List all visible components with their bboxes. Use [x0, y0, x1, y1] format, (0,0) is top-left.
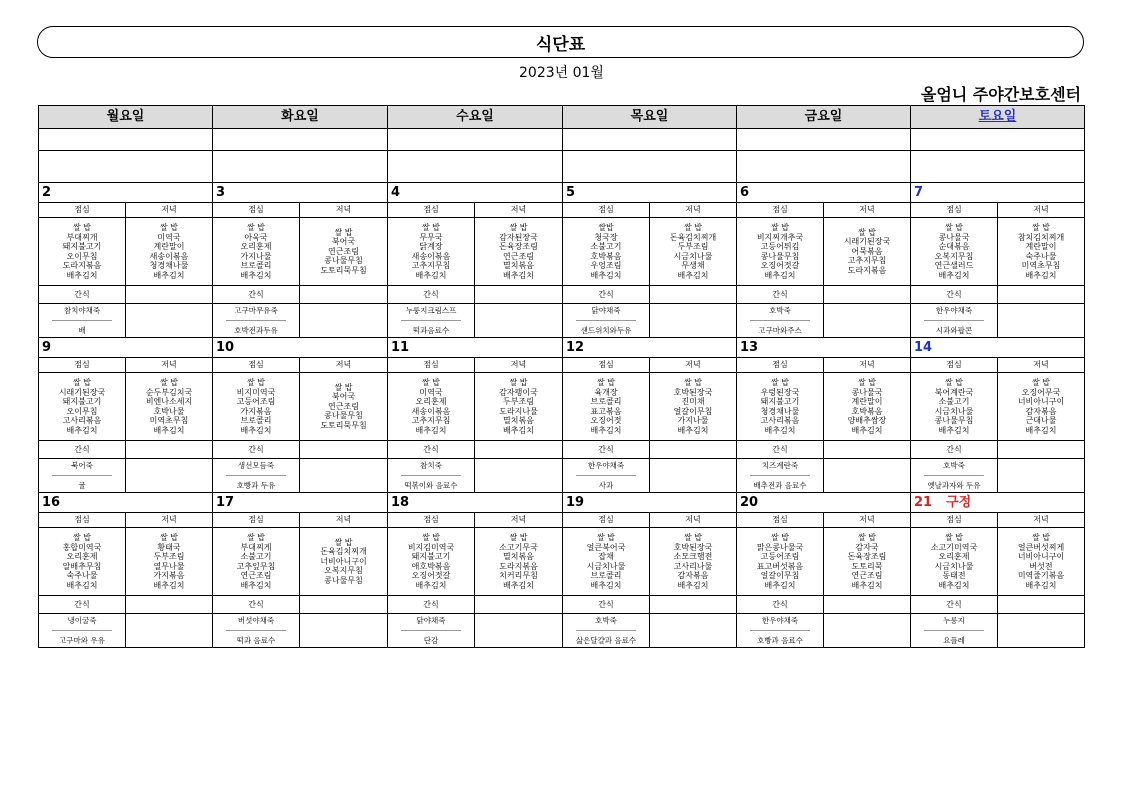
snack-menu: [213, 459, 300, 493]
snack-item: 한우야채죽: [750, 616, 810, 631]
snack-empty: [650, 459, 737, 493]
snack-menu: [213, 614, 300, 648]
snack-label: 간식: [39, 596, 126, 614]
dinner-label: 저녁: [126, 358, 213, 373]
lunch-menu: 쌀 밥 부대찌개 돼지불고기 오이무침 도라지볶음 배추김치: [39, 218, 126, 286]
date-cell: [388, 493, 563, 513]
snack-item: 귤: [78, 480, 86, 490]
date-cell: [737, 338, 911, 358]
snack-empty: [824, 441, 911, 459]
date-number: 10: [216, 339, 235, 355]
snack-menu: [563, 459, 650, 493]
lunch-menu: 쌀 밥 무무국 닭계장 새송이볶음 고추지무침 배추김치: [388, 218, 475, 286]
blank-cell: [737, 129, 911, 151]
snack-empty: [126, 459, 213, 493]
dinner-menu: 쌀 밥 순두부김치국 비엔나소세지 호박나물 미역초무침 배추김치: [126, 373, 213, 441]
snack-label: 간식: [911, 441, 998, 459]
dinner-label: 저녁: [998, 203, 1085, 218]
date-cell: [563, 493, 737, 513]
date-number: 6: [740, 184, 750, 200]
dinner-label: 저녁: [824, 358, 911, 373]
snack-header-row: [39, 441, 1085, 459]
snack-label: 간식: [563, 286, 650, 304]
lunch-menu: 쌀 밥 시래기된장국 돼지불고기 오이무침 고사리볶음 배추김치: [39, 373, 126, 441]
date-number: 17: [216, 494, 235, 510]
snack-item: 참치야채죽: [52, 306, 112, 321]
snack-empty: [126, 304, 213, 338]
date-cell: [213, 338, 388, 358]
snack-menu: [737, 614, 824, 648]
menu-row: [39, 528, 1085, 596]
snack-row: [39, 459, 1085, 493]
center-name: 올엄니 주야간보호센터: [920, 85, 1081, 104]
dinner-label: 저녁: [475, 513, 563, 528]
snack-menu: [213, 304, 300, 338]
snack-label: 간식: [39, 441, 126, 459]
snack-item: 냉이굴죽: [52, 616, 112, 631]
snack-item: 닭야채죽: [576, 306, 636, 321]
date-cell: [737, 493, 911, 513]
lunch-label: 점심: [213, 203, 300, 218]
snack-empty: [300, 304, 388, 338]
snack-item: 누룽지: [924, 616, 984, 631]
blank-cell: [563, 151, 737, 183]
snack-item: 옛날과자와 두유: [927, 480, 981, 490]
dinner-menu: 쌀 밥 참치김치찌개 계란말이 숙주나물 미역초무침 배추김치: [998, 218, 1085, 286]
dinner-label: 저녁: [300, 358, 388, 373]
dinner-menu: 쌀 밥 북어국 연근조림 콩나물무침 도토리묵무침: [300, 373, 388, 441]
snack-item: 생선모듬죽: [226, 461, 286, 476]
snack-empty: [300, 286, 388, 304]
dinner-menu: 쌀 밥 오징어무국 너비아니구이 감자볶음 근대나물 배추김치: [998, 373, 1085, 441]
lunch-menu: 쌀 밥 부대찌게 소불고기 고추잎무침 연근조림 배추김치: [213, 528, 300, 596]
snack-empty: [824, 596, 911, 614]
dinner-menu: 쌀 밥 돈육김치찌개 너비아니구이 오복지무침 콩나물무침: [300, 528, 388, 596]
snack-menu: [39, 614, 126, 648]
meal-calendar-table: [38, 105, 1085, 648]
snack-empty: [998, 614, 1085, 648]
snack-item: 샌드위치와두유: [580, 325, 632, 335]
blank-cell: [39, 129, 213, 151]
date-cell: [911, 493, 1085, 513]
date-number: 14: [914, 339, 933, 355]
snack-empty: [126, 441, 213, 459]
lunch-label: 점심: [388, 358, 475, 373]
blank-cell: [911, 151, 1085, 183]
snack-menu: [563, 304, 650, 338]
snack-item: 참치죽: [401, 461, 461, 476]
lunch-label: 점심: [563, 513, 650, 528]
snack-item: 한우야채죽: [924, 306, 984, 321]
date-cell: [388, 183, 563, 203]
snack-item: 단감: [423, 635, 439, 645]
snack-empty: [475, 304, 563, 338]
date-cell: [388, 338, 563, 358]
date-number: 11: [391, 339, 410, 355]
snack-empty: [475, 286, 563, 304]
dinner-label: 저녁: [126, 513, 213, 528]
dinner-menu: 쌀 밥 북어국 연근조림 콩나물무침 도토리묵무침: [300, 218, 388, 286]
date-cell: [39, 183, 213, 203]
lunch-menu: 쌀 밥 맑은콩나물국 고등어조림 표고버섯볶음 얼갈이무침 배추김치: [737, 528, 824, 596]
blank-cell: [388, 129, 563, 151]
snack-item: 호빵과 두유: [236, 480, 276, 490]
snack-empty: [300, 459, 388, 493]
dinner-label: 저녁: [998, 513, 1085, 528]
snack-label: 간식: [563, 596, 650, 614]
snack-empty: [998, 459, 1085, 493]
dinner-label: 저녁: [650, 513, 737, 528]
snack-row: [39, 614, 1085, 648]
dinner-menu: 쌀 밥 소고기무국 멸치볶음 도라지볶음 치커리무침 배추김치: [475, 528, 563, 596]
date-cell: [911, 338, 1085, 358]
snack-empty: [475, 596, 563, 614]
snack-label: 간식: [213, 441, 300, 459]
snack-label: 간식: [388, 441, 475, 459]
meal-header-row: [39, 203, 1085, 218]
snack-label: 간식: [39, 286, 126, 304]
snack-menu: [911, 459, 998, 493]
lunch-label: 점심: [911, 203, 998, 218]
blank-cell: [39, 151, 213, 183]
holiday-label: 구정: [946, 494, 972, 510]
lunch-menu: 쌀밥 청국장 소불고기 호박볶음 우엉조림 배추김치: [563, 218, 650, 286]
date-number: 18: [391, 494, 410, 510]
date-cell: [39, 338, 213, 358]
snack-empty: [998, 286, 1085, 304]
date-number: 20: [740, 494, 759, 510]
snack-empty: [475, 459, 563, 493]
snack-item: 고구마와주스: [758, 325, 802, 335]
lunch-label: 점심: [388, 513, 475, 528]
meal-header-row: [39, 513, 1085, 528]
date-number: 9: [42, 339, 52, 355]
snack-label: 간식: [737, 441, 824, 459]
snack-empty: [650, 596, 737, 614]
snack-label: 간식: [911, 596, 998, 614]
lunch-label: 점심: [213, 358, 300, 373]
date-row: [39, 183, 1085, 203]
dinner-menu: 쌀 밥 감자된장국 돈육장조림 연근조림 멸치볶음 배추김치: [475, 218, 563, 286]
blank-cell: [737, 151, 911, 183]
lunch-label: 점심: [39, 513, 126, 528]
page-title: 식단표: [37, 26, 1084, 58]
snack-item: 버섯야채죽: [226, 616, 286, 631]
dinner-label: 저녁: [650, 358, 737, 373]
snack-item: 호박죽: [750, 306, 810, 321]
lunch-label: 점심: [39, 358, 126, 373]
snack-menu: [388, 459, 475, 493]
date-cell: [563, 183, 737, 203]
lunch-menu: 쌀 밥 홍합미역국 오리훈제 알배추무침 숙주나물 배추김치: [39, 528, 126, 596]
snack-menu: [911, 614, 998, 648]
weekday-thu: 목요일: [563, 106, 737, 129]
snack-label: 간식: [563, 441, 650, 459]
date-cell: [213, 493, 388, 513]
lunch-menu: 쌀 밥 미역국 오리훈제 새송이볶음 고추지무침 배추김치: [388, 373, 475, 441]
snack-empty: [475, 441, 563, 459]
snack-item: 요플레: [943, 635, 965, 645]
snack-header-row: [39, 596, 1085, 614]
snack-menu: [39, 304, 126, 338]
snack-label: 간식: [213, 286, 300, 304]
dinner-menu: 쌀 밥 돈육김치찌개 두부조림 시금치나물 무생채 배추김치: [650, 218, 737, 286]
menu-row: [39, 373, 1085, 441]
snack-item: 배: [78, 325, 86, 335]
dinner-label: 저녁: [300, 513, 388, 528]
snack-item: 떡볶이와 음료수: [404, 480, 458, 490]
lunch-label: 점심: [388, 203, 475, 218]
month-label: 2023년 01월: [519, 65, 604, 81]
date-cell: [911, 183, 1085, 203]
blank-row: [39, 129, 1085, 151]
snack-label: 간식: [737, 286, 824, 304]
date-cell: [213, 183, 388, 203]
snack-empty: [824, 459, 911, 493]
date-row: [39, 493, 1085, 513]
date-number: 3: [216, 184, 226, 200]
lunch-menu: 쌀 밥 아욱국 오리훈제 가지나물 브로콜리 배추김치: [213, 218, 300, 286]
snack-item: 배추전과 음료수: [753, 480, 807, 490]
snack-label: 간식: [737, 596, 824, 614]
snack-menu: [388, 304, 475, 338]
blank-cell: [213, 129, 388, 151]
snack-empty: [650, 304, 737, 338]
snack-empty: [998, 304, 1085, 338]
snack-menu: [39, 459, 126, 493]
dinner-menu: 쌀 밥 호박된장국 진미채 얼갈이무침 가지나물 배추김치: [650, 373, 737, 441]
snack-empty: [998, 441, 1085, 459]
snack-item: 사과: [598, 480, 614, 490]
snack-item: 떡과 음료수: [236, 635, 276, 645]
date-number: 16: [42, 494, 61, 510]
snack-row: [39, 304, 1085, 338]
weekday-sat: 토요일: [911, 106, 1085, 129]
date-cell: [563, 338, 737, 358]
snack-menu: [388, 614, 475, 648]
date-number: 7: [914, 184, 924, 200]
snack-header-row: [39, 286, 1085, 304]
lunch-label: 점심: [563, 203, 650, 218]
lunch-label: 점심: [563, 358, 650, 373]
snack-empty: [650, 441, 737, 459]
snack-menu: [563, 614, 650, 648]
dinner-menu: 쌀 밥 콩나물국 계란말이 호박볶음 양배추쌈장 배추김치: [824, 373, 911, 441]
lunch-label: 점심: [39, 203, 126, 218]
date-number: 12: [566, 339, 585, 355]
snack-item: 호박죽: [576, 616, 636, 631]
snack-empty: [300, 596, 388, 614]
date-number: 19: [566, 494, 585, 510]
dinner-menu: 쌀 밥 감자팽이국 두부조림 도라지나물 멸치볶음 배추김치: [475, 373, 563, 441]
blank-cell: [563, 129, 737, 151]
snack-label: 간식: [911, 286, 998, 304]
lunch-label: 점심: [737, 203, 824, 218]
weekday-tue: 화요일: [213, 106, 388, 129]
snack-item: 떡과음료수: [412, 325, 450, 335]
dinner-label: 저녁: [998, 358, 1085, 373]
snack-empty: [300, 441, 388, 459]
dinner-label: 저녁: [126, 203, 213, 218]
snack-empty: [998, 596, 1085, 614]
snack-item: 닭야채죽: [401, 616, 461, 631]
lunch-label: 점심: [911, 358, 998, 373]
date-number: 5: [566, 184, 576, 200]
snack-item: 고구마와 우유: [59, 635, 105, 645]
lunch-menu: 쌀 밥 소고기미역국 오리훈제 시금치나물 동태전 배추김치: [911, 528, 998, 596]
lunch-label: 점심: [737, 513, 824, 528]
snack-item: 누룽지크림스프: [401, 306, 461, 321]
snack-menu: [911, 304, 998, 338]
lunch-menu: 쌀 밥 얼큰북어국 잡채 시금치나물 브로콜리 배추김치: [563, 528, 650, 596]
snack-item: 호박죽: [924, 461, 984, 476]
snack-empty: [824, 304, 911, 338]
dinner-label: 저녁: [650, 203, 737, 218]
lunch-label: 점심: [911, 513, 998, 528]
dinner-menu: 쌀 밥 감자국 돈육장조림 도토리묵 연근조림 배추김치: [824, 528, 911, 596]
date-number: 13: [740, 339, 759, 355]
snack-item: 치즈계란죽: [750, 461, 810, 476]
date-cell: [39, 493, 213, 513]
blank-row: [39, 151, 1085, 183]
snack-label: 간식: [388, 286, 475, 304]
date-number: 2: [42, 184, 52, 200]
weekday-fri: 금요일: [737, 106, 911, 129]
lunch-menu: 쌀 밥 육개장 브로콜리 표고볶음 오징어젓 배추김치: [563, 373, 650, 441]
snack-label: 간식: [388, 596, 475, 614]
snack-item: 호빵과 음료수: [757, 635, 803, 645]
menu-row: [39, 218, 1085, 286]
blank-cell: [388, 151, 563, 183]
snack-empty: [824, 286, 911, 304]
snack-label: 간식: [213, 596, 300, 614]
snack-empty: [824, 614, 911, 648]
snack-item: 한우야채죽: [576, 461, 636, 476]
date-number: 4: [391, 184, 401, 200]
weekday-mon: 월요일: [39, 106, 213, 129]
dinner-label: 저녁: [475, 358, 563, 373]
snack-menu: [737, 304, 824, 338]
snack-item: 고구마무유죽: [226, 306, 286, 321]
lunch-label: 점심: [213, 513, 300, 528]
lunch-label: 점심: [737, 358, 824, 373]
date-number: 21: [914, 494, 933, 510]
snack-item: 시과와팝콘: [935, 325, 973, 335]
date-cell: [737, 183, 911, 203]
blank-cell: [213, 151, 388, 183]
lunch-menu: 쌀 밥 비지미역국 고등어조림 가지볶음 브로콜리 배추김치: [213, 373, 300, 441]
lunch-menu: 쌀 밥 비지찌개추국 고등어튀김 콩나물무침 오징어젓갈 배추김치: [737, 218, 824, 286]
snack-item: 북어죽: [52, 461, 112, 476]
dinner-menu: 쌀 밥 미역국 계란말이 새송이볶음 청경채나물 배추김치: [126, 218, 213, 286]
snack-empty: [126, 614, 213, 648]
lunch-menu: 쌀 밥 북어계란국 소불고기 시금치나물 콩나물무침 배추김치: [911, 373, 998, 441]
snack-empty: [650, 286, 737, 304]
meal-header-row: [39, 358, 1085, 373]
dinner-menu: 쌀 밥 시래기된장국 어묵볶음 고추지무침 도라지볶음: [824, 218, 911, 286]
snack-empty: [126, 596, 213, 614]
dinner-label: 저녁: [300, 203, 388, 218]
dinner-label: 저녁: [475, 203, 563, 218]
snack-menu: [737, 459, 824, 493]
snack-empty: [650, 614, 737, 648]
snack-empty: [300, 614, 388, 648]
lunch-menu: 쌀 밥 콩나물국 순대볶음 오복지무침 연근샐러드 배추김치: [911, 218, 998, 286]
blank-cell: [911, 129, 1085, 151]
lunch-menu: 쌀 밥 비지김미역국 돼지불고기 애호박볶음 오징어젓갈 배추김치: [388, 528, 475, 596]
dinner-menu: 쌀 밥 얼큰버섯찌게 너비아니구이 버섯전 미역줄기볶음 배추김치: [998, 528, 1085, 596]
dinner-label: 저녁: [824, 203, 911, 218]
snack-item: 삶은달걀과 음료수: [575, 635, 637, 645]
weekday-header-row: [39, 106, 1085, 129]
dinner-label: 저녁: [824, 513, 911, 528]
snack-empty: [475, 614, 563, 648]
dinner-menu: 쌀 밥 황태국 두부조림 열무나물 가지볶음 배추김치: [126, 528, 213, 596]
date-row: [39, 338, 1085, 358]
dinner-menu: 쌀 밥 호박된장국 소모크햄전 고사리나물 감자볶음 배추김치: [650, 528, 737, 596]
snack-empty: [126, 286, 213, 304]
weekday-wed: 수요일: [388, 106, 563, 129]
snack-item: 호박전과두유: [234, 325, 278, 335]
lunch-menu: 쌀 밥 우렁된장국 돼지불고기 청경채나물 고사리볶음 배추김치: [737, 373, 824, 441]
